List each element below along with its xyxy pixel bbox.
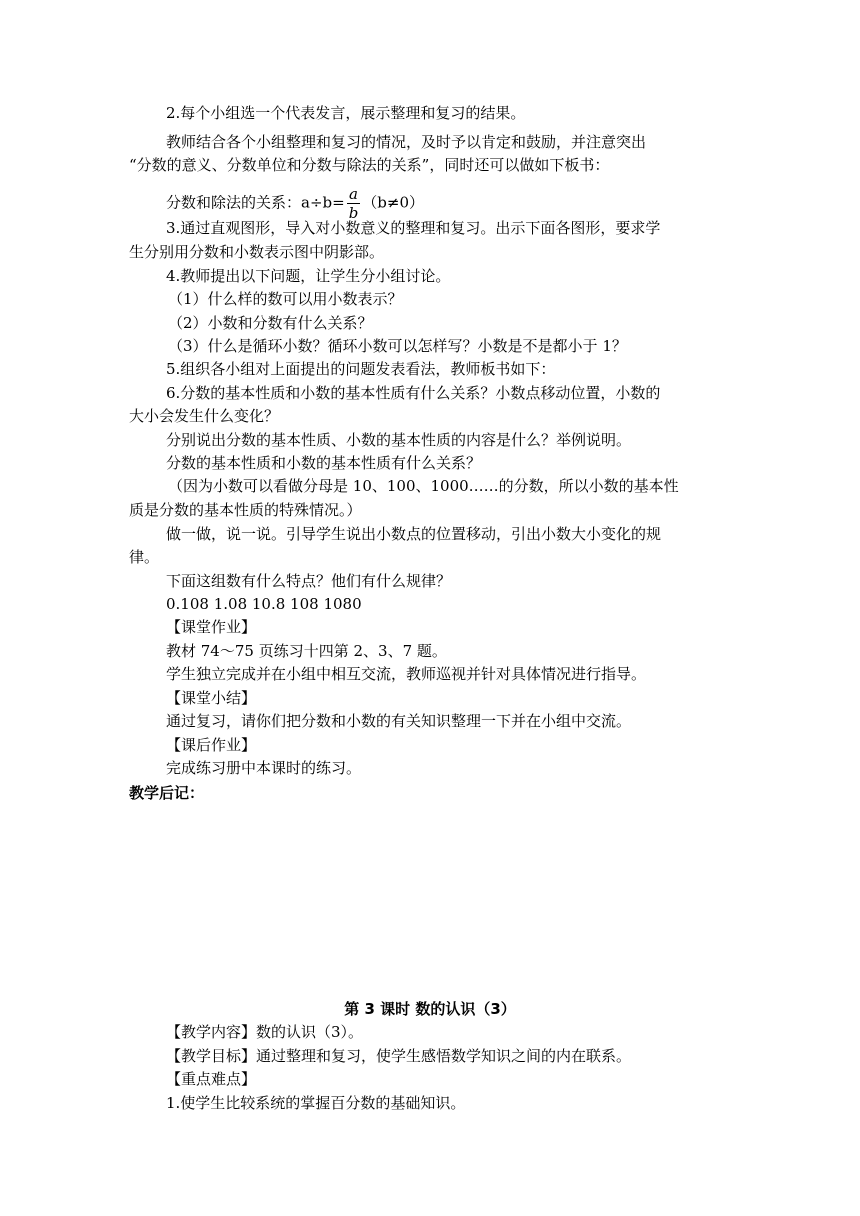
heading-teaching-notes: 教学后记： — [129, 784, 205, 802]
heading-summary: 【课堂小结】 — [166, 689, 257, 707]
paragraph-explain: 分别说出分数的基本性质、小数的基本性质的内容是什么？举例说明。 — [166, 431, 632, 449]
formula-line — [166, 185, 424, 222]
fraction-denominator: b — [348, 204, 359, 222]
paragraph-activity: 做一做，说一说。引导学生说出小数点的位置移动，引出小数大小变化的规 — [166, 525, 662, 543]
heading-homework: 【课后作业】 — [166, 736, 257, 754]
paragraph-goal: 【教学目标】通过整理和复习，使学生感悟数学知识之间的内在联系。 — [166, 1047, 632, 1065]
paragraph-reason: （因为小数可以看做分母是 10、100、1000……的分数，所以小数的基本性 — [168, 477, 679, 495]
number-sequence: 0.108 1.08 10.8 108 1080 — [166, 595, 362, 613]
paragraph-step-3-cont: 生分别用分数和小数表示图中阴影部。 — [129, 243, 385, 261]
paragraph-key-point-1: 1.使学生比较系统的掌握百分数的基础知识。 — [166, 1094, 466, 1112]
question-2: （2）小数和分数有什么关系？ — [168, 314, 373, 332]
fraction-numerator: a — [347, 185, 361, 204]
formula-suffix: （b≠0） — [362, 193, 425, 212]
paragraph-reason-cont: 质是分数的基本性质的特殊情况。） — [129, 501, 362, 519]
paragraph-summary: 通过复习，请你们把分数和小数的有关知识整理一下并在小组中交流。 — [166, 712, 632, 730]
question-1: （1）什么样的数可以用小数表示？ — [168, 290, 403, 308]
paragraph-step-4: 4.教师提出以下问题，让学生分小组讨论。 — [166, 267, 451, 285]
heading-key-points: 【重点难点】 — [166, 1070, 257, 1088]
question-3: （3）什么是循环小数？循环小数可以怎样写？小数是不是都小于 1？ — [168, 337, 627, 355]
paragraph-activity-cont: 律。 — [129, 548, 160, 566]
lesson-title: 第 3 课时 数的认识（3） — [344, 1000, 516, 1018]
formula-prefix: 分数和除法的关系：a÷b= — [166, 193, 345, 212]
paragraph-step-6: 6.分数的基本性质和小数的基本性质有什么关系？小数点移动位置，小数的 — [166, 384, 661, 402]
paragraph-independent: 学生独立完成并在小组中相互交流，教师巡视并针对具体情况进行指导。 — [166, 665, 647, 683]
paragraph-step-6-cont: 大小会发生什么变化？ — [129, 407, 280, 425]
paragraph-teacher-summary: 教师结合各个小组整理和复习的情况，及时予以肯定和鼓励，并注意突出 — [166, 133, 647, 151]
heading-classwork: 【课堂作业】 — [166, 618, 257, 636]
paragraph-homework: 完成练习册中本课时的练习。 — [166, 759, 362, 777]
paragraph-teacher-summary-cont: “分数的意义、分数单位和分数与除法的关系”，同时还可以做如下板书： — [129, 156, 610, 174]
paragraph-textbook: 教材 74～75 页练习十四第 2、3、7 题。 — [166, 642, 447, 660]
fraction — [347, 185, 361, 222]
paragraph-relation: 分数的基本性质和小数的基本性质有什么关系？ — [166, 454, 482, 472]
paragraph-content: 【教学内容】数的认识（3）。 — [166, 1023, 364, 1041]
paragraph-step-3: 3.通过直观图形，导入对小数意义的整理和复习。出示下面各图形，要求学 — [166, 219, 661, 237]
paragraph-pattern-question: 下面这组数有什么特点？他们有什么规律？ — [166, 572, 452, 590]
paragraph-step-5: 5.组织各小组对上面提出的问题发表看法，教师板书如下： — [166, 360, 556, 378]
paragraph-step-2: 2.每个小组选一个代表发言，展示整理和复习的结果。 — [166, 104, 526, 122]
